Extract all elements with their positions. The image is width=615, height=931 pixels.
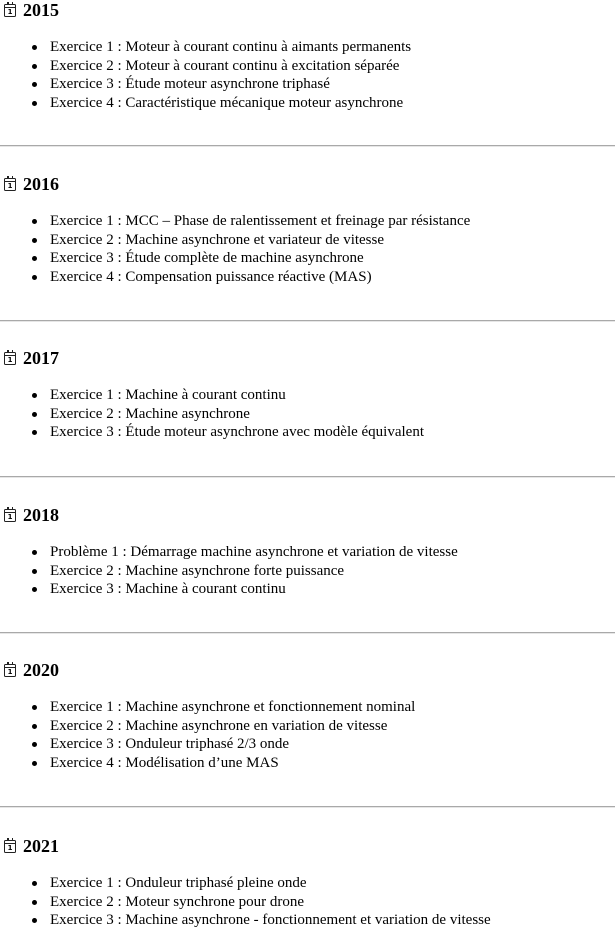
year-heading [0, 0, 59, 20]
exercise-item[interactable]: Problème 1 : Démarrage machine asynchrone et variation de vitesse [0, 543, 458, 562]
calendar-icon: 1 [4, 509, 16, 522]
year-title: 2021 [23, 836, 59, 856]
calendar-icon: 1 [4, 4, 16, 17]
year-title: 2017 [23, 348, 59, 368]
exercise-list [0, 698, 415, 772]
exercise-item[interactable]: Exercice 3 : Étude complète de machine asynchrone [0, 249, 470, 268]
exercise-item[interactable]: Exercice 2 : Machine asynchrone [0, 405, 424, 424]
exercise-item[interactable]: Exercice 1 : Machine à courant continu [0, 386, 424, 405]
year-heading [0, 348, 59, 368]
calendar-icon: 1 [4, 352, 16, 365]
section-divider [0, 632, 615, 634]
exercise-item[interactable]: Exercice 2 : Moteur à courant continu à excitation séparée [0, 57, 411, 76]
exercise-item[interactable]: Exercice 3 : Étude moteur asynchrone avec modèle équivalent [0, 423, 424, 442]
exercise-list [0, 543, 458, 599]
exercise-item[interactable]: Exercice 2 : Machine asynchrone en variation de vitesse [0, 717, 415, 736]
section-divider [0, 145, 615, 147]
exercise-item[interactable]: Exercice 1 : Onduleur triphasé pleine onde [0, 874, 491, 893]
year-heading [0, 505, 59, 525]
exercise-item[interactable]: Exercice 4 : Caractéristique mécanique moteur asynchrone [0, 94, 411, 113]
exercise-item[interactable]: Exercice 3 : Étude moteur asynchrone triphasé [0, 75, 411, 94]
exercise-list [0, 386, 424, 442]
year-heading [0, 174, 59, 194]
exercise-list [0, 212, 470, 286]
exercise-list [0, 874, 491, 930]
year-heading [0, 836, 59, 856]
year-title: 2015 [23, 0, 59, 20]
exercise-item[interactable]: Exercice 3 : Machine asynchrone - fonctionnement et variation de vitesse [0, 911, 491, 930]
calendar-icon: 1 [4, 664, 16, 677]
section-divider [0, 806, 615, 808]
year-heading [0, 660, 59, 680]
calendar-icon: 1 [4, 178, 16, 191]
section-divider [0, 476, 615, 478]
calendar-icon: 1 [4, 840, 16, 853]
exercise-item[interactable]: Exercice 3 : Machine à courant continu [0, 580, 458, 599]
exercise-list [0, 38, 411, 112]
exercise-item[interactable]: Exercice 4 : Modélisation d’une MAS [0, 754, 415, 773]
year-title: 2020 [23, 660, 59, 680]
exercise-item[interactable]: Exercice 3 : Onduleur triphasé 2/3 onde [0, 735, 415, 754]
year-title: 2016 [23, 174, 59, 194]
exercise-item[interactable]: Exercice 2 : Machine asynchrone et variateur de vitesse [0, 231, 470, 250]
section-divider [0, 320, 615, 322]
exercise-item[interactable]: Exercice 1 : MCC – Phase de ralentissement et freinage par résistance [0, 212, 470, 231]
year-title: 2018 [23, 505, 59, 525]
exercise-item[interactable]: Exercice 1 : Moteur à courant continu à aimants permanents [0, 38, 411, 57]
exercise-item[interactable]: Exercice 2 : Machine asynchrone forte puissance [0, 562, 458, 581]
exercise-item[interactable]: Exercice 2 : Moteur synchrone pour drone [0, 893, 491, 912]
exercise-item[interactable]: Exercice 4 : Compensation puissance réactive (MAS) [0, 268, 470, 287]
exercise-item[interactable]: Exercice 1 : Machine asynchrone et fonctionnement nominal [0, 698, 415, 717]
